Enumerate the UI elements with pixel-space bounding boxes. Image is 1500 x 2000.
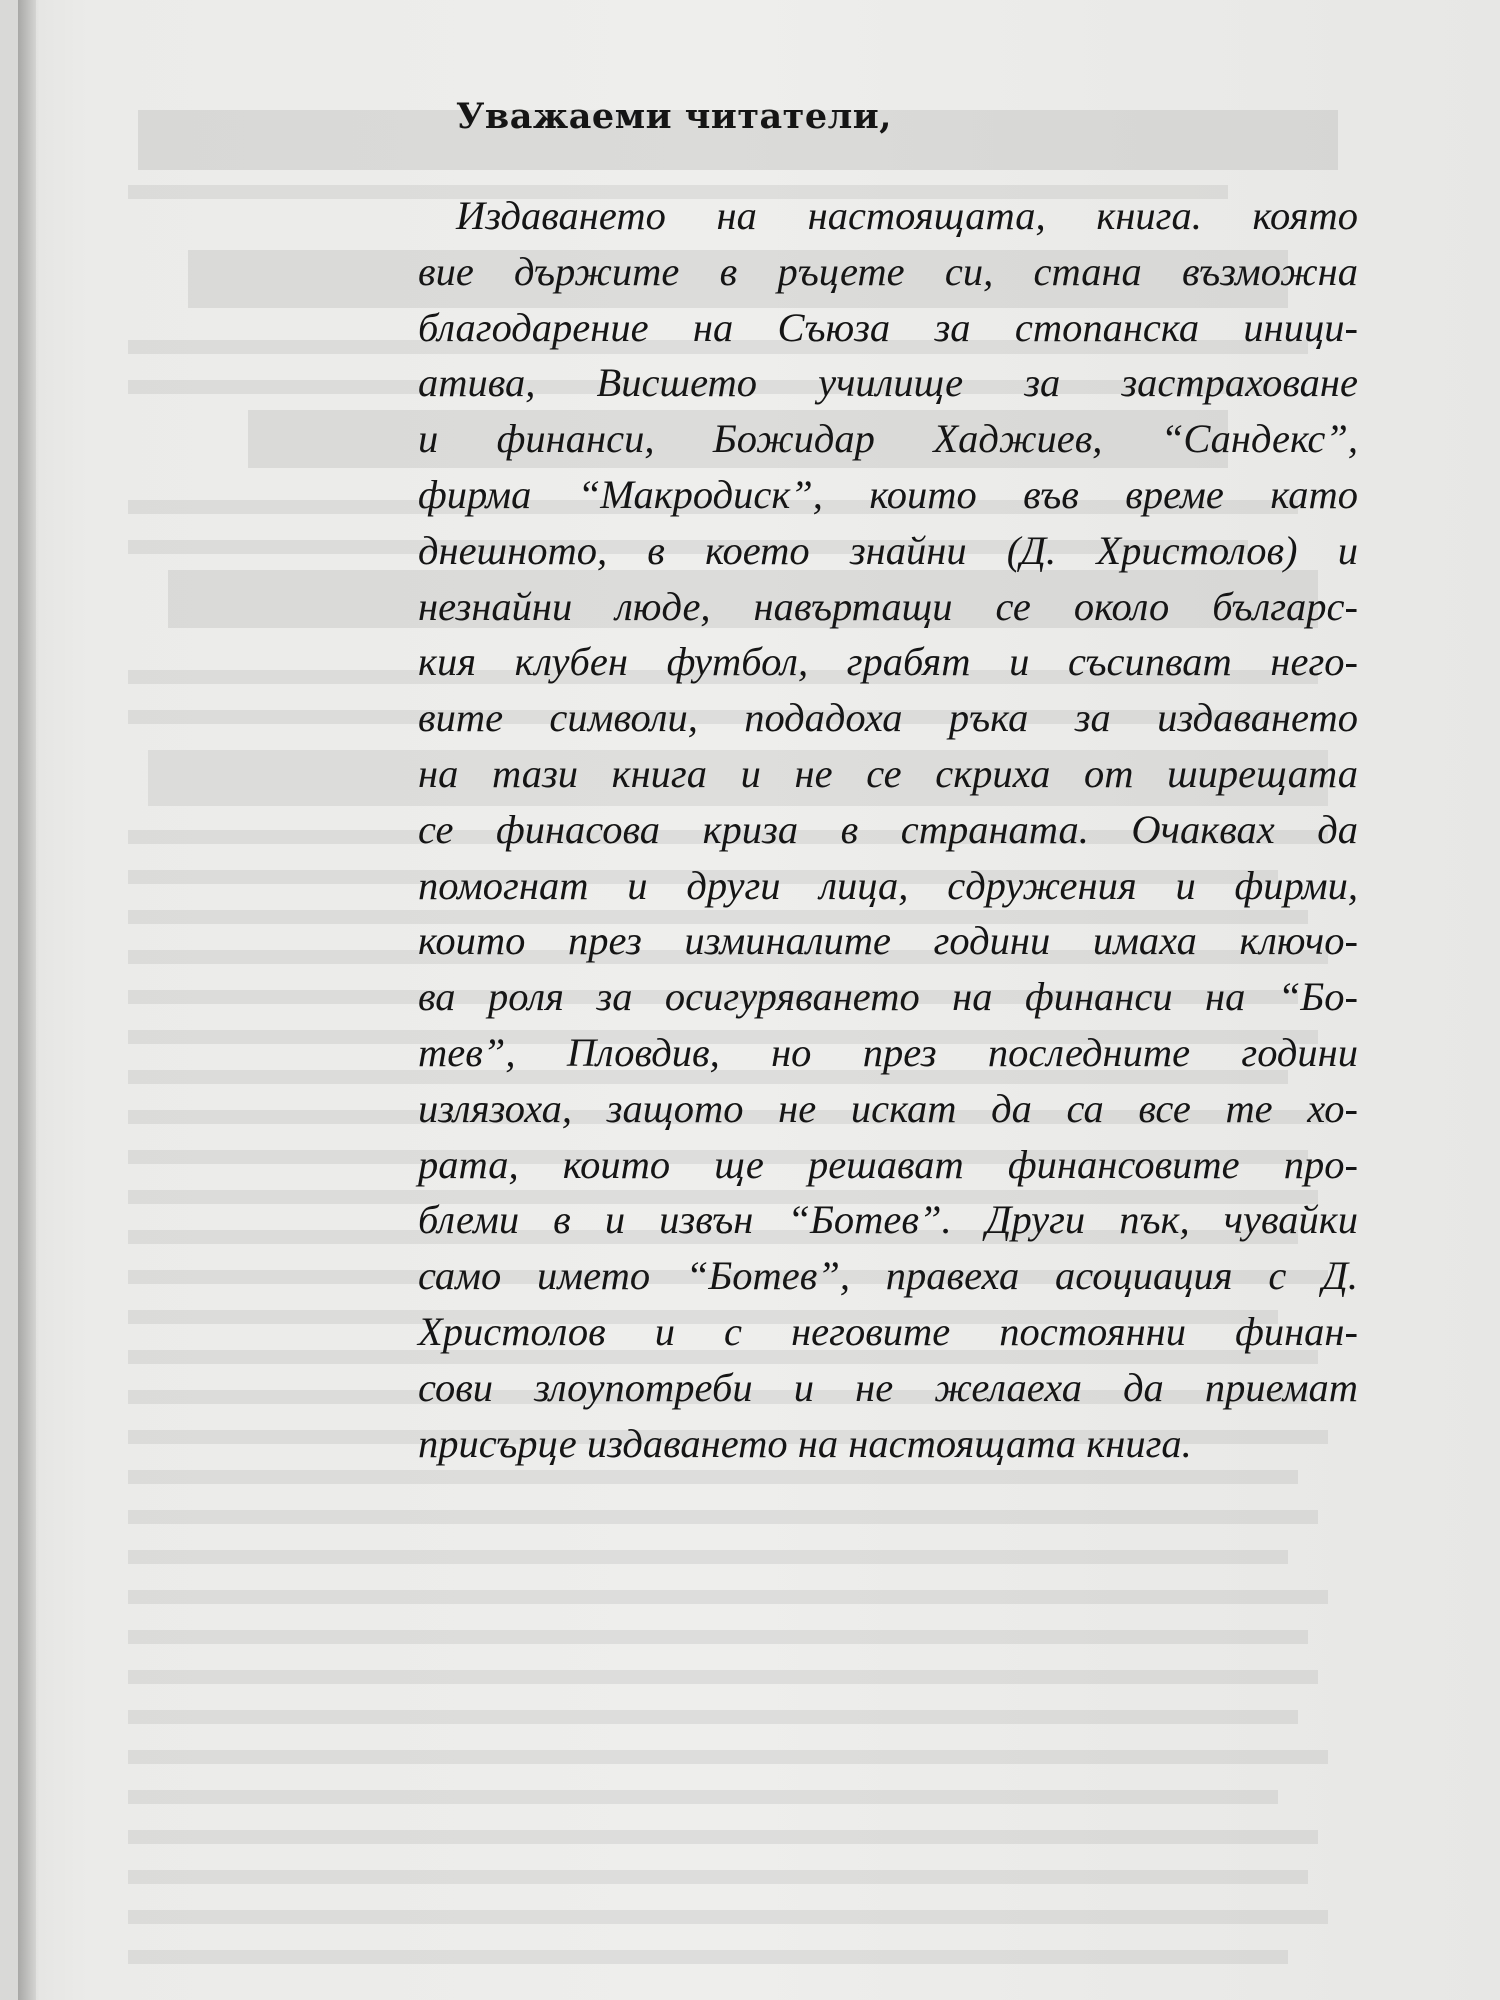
paragraph-line: благодарение на Съюза за стопанска иници- xyxy=(418,304,1358,350)
paragraph-line: вите символи, подадоха ръка за издаването xyxy=(418,695,1358,741)
paragraph-line: ва роля за осигуряването на финанси на “Бо- xyxy=(418,974,1358,1020)
salutation-heading: Уважаеми читатели, xyxy=(456,96,892,137)
book-page xyxy=(18,0,1500,2000)
paragraph-line: вие държите в ръцете си, стана възможна xyxy=(418,248,1358,294)
paragraph-line: които през изминалите години имаха ключо- xyxy=(418,918,1358,964)
paragraph-line: и финанси, Божидар Хаджиев, “Сандекс”, xyxy=(418,416,1358,462)
paragraph-line: тев”, Пловдив, но през последните години xyxy=(418,1029,1358,1075)
paragraph-line: се финасова криза в страната. Очаквах да xyxy=(418,806,1358,852)
spine-shadow xyxy=(18,0,36,2000)
paragraph-line: кия клубен футбол, грабят и съсипват него- xyxy=(418,639,1358,685)
paragraph-line: сови злоупотреби и не желаеха да приемат xyxy=(418,1364,1358,1410)
paragraph-line: днешното, в което знайни (Д. Христолов) и xyxy=(418,527,1358,573)
paragraph-line: Христолов и с неговите постоянни финан- xyxy=(418,1308,1358,1354)
letter-paragraph xyxy=(418,188,1358,1471)
paragraph-line: присърце издаването на настоящата книга. xyxy=(418,1420,1192,1466)
page-content xyxy=(418,96,1358,1471)
paragraph-line: блеми в и извън “Ботев”. Други пък, чувайки xyxy=(418,1197,1358,1243)
paragraph-line: рата, които ще решават финансовите про- xyxy=(418,1141,1358,1187)
paragraph-line: излязоха, защото не искат да са все те хо- xyxy=(418,1085,1358,1131)
paragraph-line: незнайни люде, навъртащи се около българс- xyxy=(418,583,1358,629)
paragraph-line: на тази книга и не се скриха от ширещата xyxy=(418,750,1358,796)
paragraph-line: атива, Висшето училище за застраховане xyxy=(418,360,1358,406)
paragraph-line: само името “Ботев”, правеха асоциация с Д. xyxy=(418,1253,1358,1299)
paragraph-line: помогнат и други лица, сдружения и фирми, xyxy=(418,862,1358,908)
paragraph-line: Издаването на настоящата, книга. която xyxy=(456,193,1358,238)
paragraph-line: фирма “Макродиск”, които във време като xyxy=(418,471,1358,517)
